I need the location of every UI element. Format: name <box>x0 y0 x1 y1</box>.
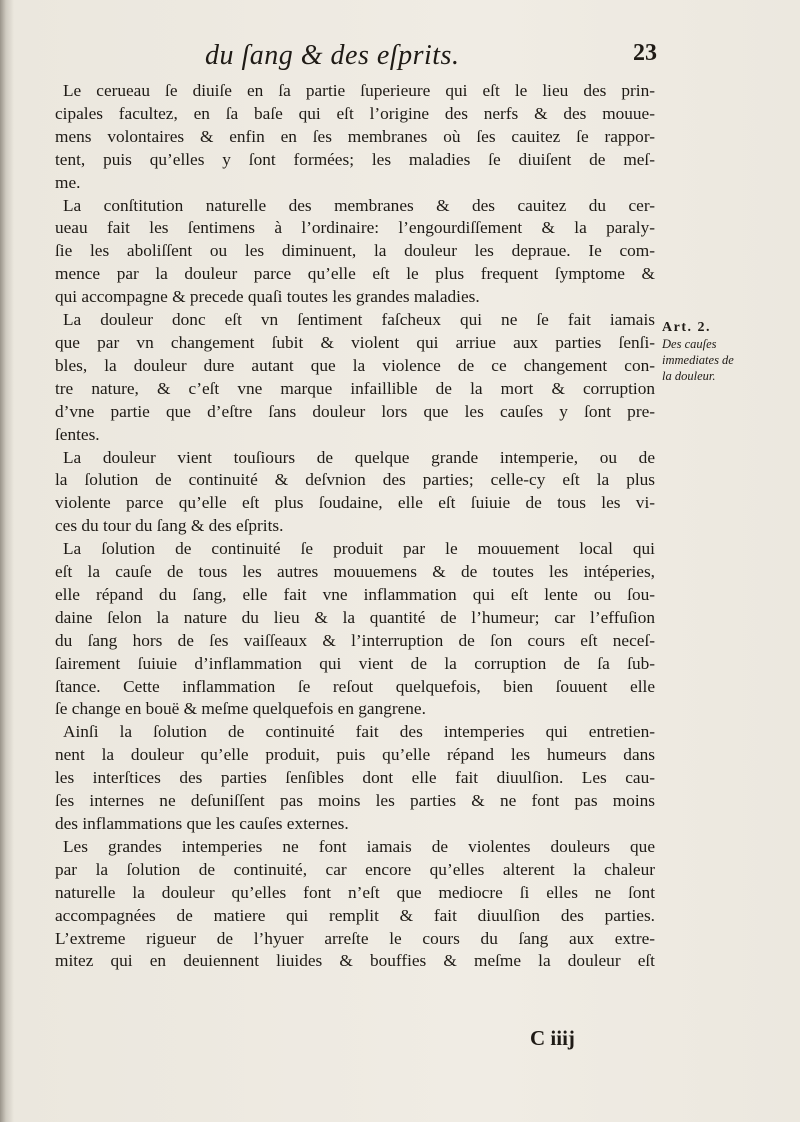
text-line: La ſolution de continuité ſe produit par le mouuement local qui <box>63 539 655 559</box>
text-line: Les grandes intemperies ne font iamais de violentes douleurs que <box>63 836 655 856</box>
text-line: eſt la cauſe de tous les autres mouuemens & de toutes les intéperies, <box>55 562 655 582</box>
text-line: tent, puis qu’elles y ſont formées; les maladies ſe diuiſent de meſ- <box>55 149 655 169</box>
text-line: ſe change en bouë & meſme quelquefois en gangrene. <box>55 699 426 719</box>
text-line: cipales facultez, en ſa baſe qui eſt l’origine des nerfs & des mouue- <box>55 103 655 123</box>
margin-note-line: la douleur. <box>662 369 716 383</box>
text-line: tre nature, & c’eſt vne marque infaillible de la mort & corruption <box>55 378 655 398</box>
text-line: qui accompagne & precede quaſi toutes les grandes maladies. <box>55 287 480 307</box>
text-line: mence par la douleur parce qu’elle eſt le plus frequent ſymptome & <box>55 264 655 284</box>
paragraph <box>55 538 655 721</box>
text-line: Le cerueau ſe diuiſe en ſa partie ſuperieure qui eſt le lieu des prin- <box>63 81 655 100</box>
text-line: ces du tour du ſang & des eſprits. <box>55 516 284 536</box>
paragraph <box>55 80 655 195</box>
margin-note-line: immediates de <box>662 353 734 367</box>
page-header <box>205 40 665 76</box>
text-line: L’extreme rigueur de l’hyuer arreſte le cours du ſang aux extre- <box>55 928 655 948</box>
text-line: La conſtitution naturelle des membranes & des cauitez du cer- <box>63 195 655 215</box>
text-line: par la ſolution de continuité, car encore qu’elles alterent la chaleur <box>55 859 655 879</box>
text-line: me. <box>55 172 81 192</box>
text-line: des inflammations que les cauſes externes. <box>55 814 349 833</box>
text-line: ueau fait les ſentimens à l’ordinaire: l’engourdiſſement & la paraly- <box>55 218 655 238</box>
text-line: accompagnées de matiere qui remplit & fait diuulſion des parties. <box>55 905 655 925</box>
text-line: ſtance. Cette inflammation ſe reſout quelquefois, bien ſouuent elle <box>55 676 655 696</box>
text-line: la ſolution de continuité & deſvnion des parties; celle-cy eſt la plus <box>55 470 655 490</box>
text-line: d’vne partie que d’eſtre ſans douleur lors que les cauſes y ſont pre- <box>55 401 655 421</box>
text-line: elle répand du ſang, elle fait vne inflammation qui eſt lente ou ſou- <box>55 584 655 604</box>
margin-note-article: Art. 2. <box>662 320 711 335</box>
text-line: violente parce qu’elle eſt plus ſoudaine, elle eſt ſuiuie de tous les vi- <box>55 493 655 513</box>
paragraph <box>55 447 655 539</box>
text-line: daine ſelon la nature du lieu & la quantité de l’humeur; car l’effuſion <box>55 607 655 627</box>
text-line: La douleur donc eſt vn ſentiment faſcheux qui ne ſe fait iamais <box>63 310 655 330</box>
text-line: nent la douleur qu’elle produit, puis qu’elle répand les humeurs dans <box>55 745 655 765</box>
body-text <box>55 80 655 973</box>
margin-note-line: Des cauſes <box>662 337 717 351</box>
paragraph <box>55 836 655 973</box>
margin-note <box>662 319 772 384</box>
text-line: mitez qui en deuiennent liuides & bouffies & meſme la douleur eſt <box>55 951 655 971</box>
text-line: ſairement ſuiuie d’inflammation qui vient de la corruption de ſa ſub- <box>55 653 655 673</box>
text-line: naturelle la douleur qu’elles font n’eſt que mediocre ſi elles ne ſont <box>55 882 655 902</box>
text-line: bles, la douleur dure autant que la violence de ce changement con- <box>55 355 655 375</box>
text-line: ſes internes ne deſuniſſent pas moins les parties & ne font pas moins <box>55 791 655 811</box>
paragraph <box>55 721 655 836</box>
text-line: La douleur vient touſiours de quelque grande intemperie, ou de <box>63 447 655 467</box>
signature-mark: C iiij <box>530 1026 575 1050</box>
text-line: ſentes. <box>55 424 100 444</box>
text-line: ſie les aboliſſent ou les diminuent, la douleur les depraue. Ie com- <box>55 241 655 261</box>
text-line: du ſang hors de ſes vaiſſeaux & l’interruption de ſon cours eſt neceſ- <box>55 630 655 650</box>
page-number: 23 <box>633 40 657 66</box>
text-line: que par vn changement ſubit & violent qui arriue aux parties ſenſi- <box>55 332 655 352</box>
text-line: les interſtices des parties ſenſibles dont elle fait diuulſion. Les cau- <box>55 768 655 788</box>
text-line: Ainſi la ſolution de continuité fait des intemperies qui entretien- <box>63 722 655 742</box>
paragraph <box>55 309 655 446</box>
paragraph <box>55 195 655 310</box>
text-line: mens volontaires & enfin en ſes membranes où ſes cauitez ſe rappor- <box>55 126 655 146</box>
running-title: du ſang & des eſprits. <box>205 40 460 71</box>
